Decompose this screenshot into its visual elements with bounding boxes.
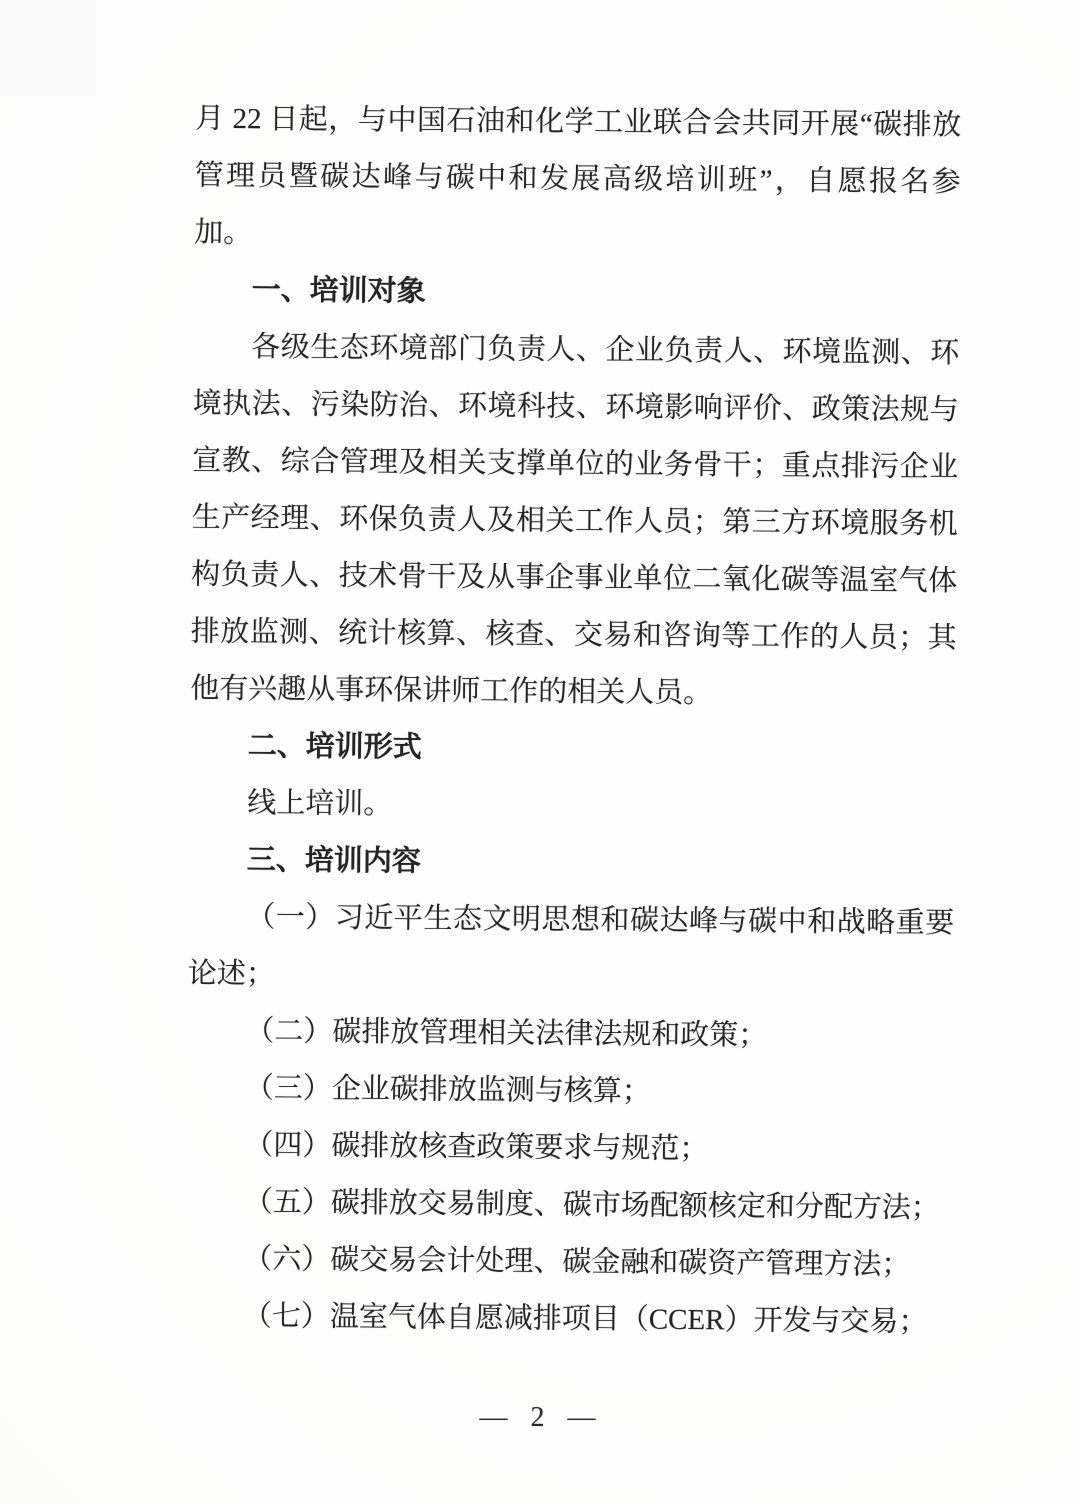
section-heading-training-targets: 一、培训对象 [251,274,426,308]
training-targets-paragraph: 各级生态环境部门负责人、企业负责人、环境监测、环境执法、污染防治、环境科技、环境影响评价、政策法规与宣教、综合管理及相关支撑单位的业务骨干；重点排污企业生产经理、环保负责人及相关工作人员；第三方环境服务机构负责人、技术骨干及从事企事业单位二氧化碳等温室气体排放监测、统计核算、核查、交易和咨询等工作的人员；其他有兴趣从事环保讲师工作的相关人员。 [190,331,960,710]
training-format-paragraph: 线上培训。 [247,787,393,821]
scan-corner-artifact [0,0,96,96]
training-content-item-4: （四）碳排放核查政策要求与规范； [244,1129,709,1166]
training-content-item-5: （五）碳排放交易制度、碳市场配额核定和分配方法； [243,1186,940,1225]
training-content-item-2: （二）碳排放管理相关法律法规和政策； [245,1015,768,1052]
training-content-item-1: （一）习近平生态文明思想和碳达峰与碳中和战略重要论述； [187,901,955,991]
training-content-item-7: （七）温室气体自愿减排项目（CCER）开发与交易； [242,1300,928,1339]
intro-paragraph: 月 22 日起，与中国石油和化学工业联合会共同开展“碳排放管理员暨碳达峰与碳中和发展高级培训班”，自愿报名参加。 [194,102,962,250]
page-number: — 2 — [479,1402,600,1433]
section-heading-training-format: 二、培训形式 [247,730,422,764]
document-body [185,91,962,1352]
training-content-item-3: （三）企业碳排放监测与核算； [244,1072,651,1108]
training-content-item-6: （六）碳交易会计处理、碳金融和碳资产管理方法； [243,1243,911,1281]
section-heading-training-content: 三、培训内容 [246,844,421,878]
